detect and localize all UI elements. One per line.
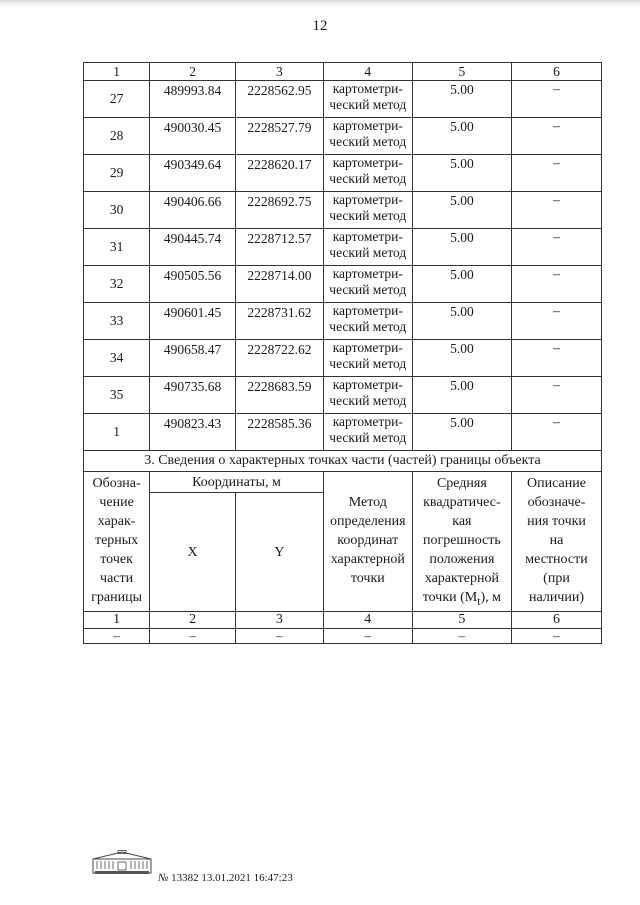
point-number: 32 xyxy=(84,266,150,303)
header-point-designation: Обозна- чение харак- терных точек части границы xyxy=(84,472,150,612)
point-row xyxy=(84,81,602,118)
point-row xyxy=(84,118,602,155)
empty-cell: – xyxy=(512,628,602,643)
empty-cell: – xyxy=(412,628,511,643)
y-coordinate: 2228714.00 xyxy=(235,266,323,303)
x-coordinate: 490601.45 xyxy=(150,303,236,340)
empty-cell: – xyxy=(323,628,412,643)
column-number: 6 xyxy=(512,611,602,628)
y-coordinate: 2228620.17 xyxy=(235,155,323,192)
header-description: Описание обозначе- ния точки на местности (при наличии) xyxy=(512,472,602,612)
point-number: 29 xyxy=(84,155,150,192)
method: картометри- ческий метод xyxy=(323,81,412,118)
point-number: 30 xyxy=(84,192,150,229)
section-3-title: 3. Сведения о характерных точках части (частей) границы объекта xyxy=(84,451,602,472)
point-row xyxy=(84,303,602,340)
point-number: 33 xyxy=(84,303,150,340)
scan-edge xyxy=(0,0,640,8)
section-3-empty-row xyxy=(84,628,602,643)
point-number: 1 xyxy=(84,414,150,451)
point-description: – xyxy=(512,303,602,340)
header-error: Средняя квадратичес- кая погрешность положения характерной точки $(M_t)$, м xyxy=(412,472,511,612)
method: картометри- ческий метод xyxy=(323,118,412,155)
mean-square-error: 5.00 xyxy=(412,340,511,377)
empty-cell: – xyxy=(84,628,150,643)
point-description: – xyxy=(512,192,602,229)
document-number: 13382 xyxy=(171,872,199,884)
mean-square-error: 5.00 xyxy=(412,377,511,414)
coordinates-table xyxy=(83,62,602,644)
column-number: 4 xyxy=(323,63,412,81)
x-coordinate: 489993.84 xyxy=(150,81,236,118)
y-coordinate: 2228562.95 xyxy=(235,81,323,118)
x-coordinate: 490445.74 xyxy=(150,229,236,266)
x-coordinate: 490823.43 xyxy=(150,414,236,451)
empty-cell: – xyxy=(235,628,323,643)
number-sign: № xyxy=(158,872,169,884)
x-coordinate: 490406.66 xyxy=(150,192,236,229)
y-coordinate: 2228683.59 xyxy=(235,377,323,414)
building-stamp-icon xyxy=(91,850,153,876)
y-coordinate: 2228731.62 xyxy=(235,303,323,340)
section-3-title-row xyxy=(84,451,602,472)
point-number: 35 xyxy=(84,377,150,414)
method: картометри- ческий метод xyxy=(323,414,412,451)
mean-square-error: 5.00 xyxy=(412,266,511,303)
document-datetime: 13.01.2021 16:47:23 xyxy=(201,872,293,884)
header-y: Y xyxy=(235,493,323,611)
x-coordinate: 490030.45 xyxy=(150,118,236,155)
method: картометри- ческий метод xyxy=(323,192,412,229)
method: картометри- ческий метод xyxy=(323,340,412,377)
column-number: 2 xyxy=(150,611,236,628)
column-number: 2 xyxy=(150,63,236,81)
column-number: 1 xyxy=(84,611,150,628)
y-coordinate: 2228712.57 xyxy=(235,229,323,266)
column-number-row xyxy=(84,63,602,81)
point-row xyxy=(84,377,602,414)
point-row xyxy=(84,192,602,229)
point-description: – xyxy=(512,266,602,303)
point-description: – xyxy=(512,414,602,451)
point-number: 31 xyxy=(84,229,150,266)
point-number: 27 xyxy=(84,81,150,118)
method: картометри- ческий метод xyxy=(323,377,412,414)
point-number: 28 xyxy=(84,118,150,155)
page-number: 12 xyxy=(312,18,328,34)
column-number: 6 xyxy=(512,63,602,81)
empty-cell: – xyxy=(150,628,236,643)
mean-square-error: 5.00 xyxy=(412,81,511,118)
point-row xyxy=(84,340,602,377)
point-description: – xyxy=(512,81,602,118)
y-coordinate: 2228527.79 xyxy=(235,118,323,155)
column-number: 5 xyxy=(412,63,511,81)
mean-square-error: 5.00 xyxy=(412,229,511,266)
point-description: – xyxy=(512,155,602,192)
point-row xyxy=(84,155,602,192)
mean-square-error: 5.00 xyxy=(412,414,511,451)
y-coordinate: 2228585.36 xyxy=(235,414,323,451)
x-coordinate: 490505.56 xyxy=(150,266,236,303)
mean-square-error: 5.00 xyxy=(412,303,511,340)
point-description: – xyxy=(512,229,602,266)
section-3-number-row xyxy=(84,611,602,628)
header-x: X xyxy=(150,493,236,611)
method: картометри- ческий метод xyxy=(323,229,412,266)
mean-square-error: 5.00 xyxy=(412,155,511,192)
column-number: 4 xyxy=(323,611,412,628)
column-number: 3 xyxy=(235,63,323,81)
document-registration-info xyxy=(158,872,293,884)
header-coordinates: Координаты, м xyxy=(150,472,324,493)
method: картометри- ческий метод xyxy=(323,155,412,192)
point-row xyxy=(84,266,602,303)
point-description: – xyxy=(512,340,602,377)
y-coordinate: 2228722.62 xyxy=(235,340,323,377)
mean-square-error: 5.00 xyxy=(412,192,511,229)
column-number: 5 xyxy=(412,611,511,628)
column-number: 1 xyxy=(84,63,150,81)
point-description: – xyxy=(512,377,602,414)
header-method: Метод определения координат характерной точки xyxy=(323,472,412,612)
column-number: 3 xyxy=(235,611,323,628)
point-rows xyxy=(84,81,602,451)
point-row xyxy=(84,229,602,266)
mean-square-error: 5.00 xyxy=(412,118,511,155)
x-coordinate: 490735.68 xyxy=(150,377,236,414)
point-description: – xyxy=(512,118,602,155)
section-3-header-row xyxy=(84,472,602,493)
x-coordinate: 490658.47 xyxy=(150,340,236,377)
point-number: 34 xyxy=(84,340,150,377)
x-coordinate: 490349.64 xyxy=(150,155,236,192)
point-row xyxy=(84,414,602,451)
y-coordinate: 2228692.75 xyxy=(235,192,323,229)
method: картометри- ческий метод xyxy=(323,303,412,340)
method: картометри- ческий метод xyxy=(323,266,412,303)
